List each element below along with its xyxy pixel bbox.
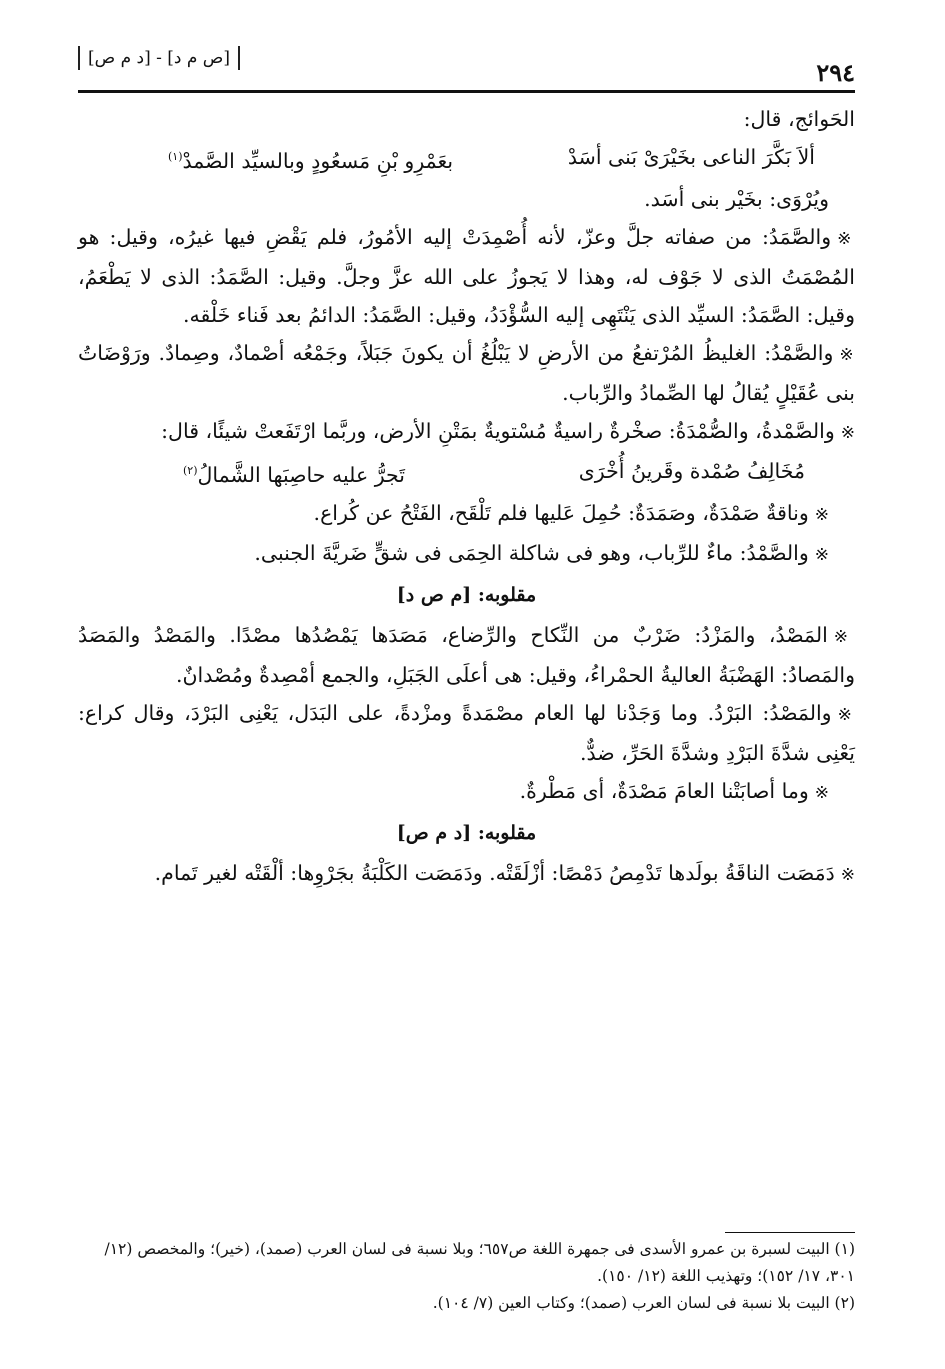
paragraph-samad-text: والصَّمَدُ: من صفاته جلَّ وعزّ، لأنه أُصْمِدَتْ إليه الأمُورُ، فلم يَقْضِ فيها غيرُه، وقيل: هو المُصْمَتُ الذى لا جَوْف له، وهذا لا يَجوزُ على الله عزَّ وجلَّ. وقيل: الصَّمَدُ: الذى لا يَطْعَمُ، وقيل: الصَّمَدُ: السيِّد الذى يَنْتَهِى إليه السُّؤْدَدُ، وقيل: الصَّمَدُ: الدائمُ بعد فَناء خَلْقه.: [78, 224, 855, 327]
paragraph-mark: ※: [840, 864, 855, 885]
paragraph-mark: ※: [840, 422, 855, 443]
paragraph-samd-water-text: والصَّمْدُ: ماءٌ للرِّباب، وهو فى شاكلة الحِمَى فى شقٍّ ضَريَّةَ الجنبى.: [254, 540, 809, 565]
verse-2: [78, 452, 855, 494]
running-title: [ص م د] - [د م ص]: [78, 46, 240, 70]
paragraph-naqa-text: وناقةٌ صَمْدَةٌ، وصَمَدَةٌ: حُمِلَ عَليها فلم تَلْقَح، الفَتْحُ عن كُراع.: [313, 500, 809, 525]
paragraph-samd-water: [78, 534, 855, 574]
paragraph-samda-rock: [78, 412, 855, 452]
paragraph-masda-rain-text: وما أصابَتْنا العامَ مَصْدَةٌ، أى مَطْرةٌ.: [519, 778, 809, 803]
verse-2-first-hemistich: مُخَالِفُ صُمْدة وقَرينُ أُخْرَى: [578, 458, 805, 483]
footnote-ref-1: (١): [168, 150, 183, 163]
paragraph-dams: [78, 854, 855, 894]
paragraph-masd-text: المَصْدُ، والمَزْدُ: ضَرْبٌ من النِّكاح والرِّضاع، مَصَدَها يَمْصُدُها مصْدًا. والمَصْدُ والمَصَدُ والمَصادُ: الهَضْبَةُ العاليةُ الحمْراءُ، وقيل: هى أعلَى الجَبَلِ، والجمع أمْصِدةٌ ومُصْدانٌ.: [78, 622, 855, 687]
verse-1-second-text: بعَمْرِو بْنِ مَسعُودٍ وبالسيِّد الصَّمدْ: [182, 148, 454, 173]
section-heading-dms: مقلوبه: [د م ص]: [396, 821, 537, 844]
verse-1-second-hemistich: [168, 138, 453, 180]
paragraph-masd-cold: [78, 694, 855, 772]
footnotes: [78, 1236, 855, 1317]
paragraph-mark: ※: [837, 704, 855, 725]
paragraph-mark: ※: [833, 626, 855, 647]
verse-1-first-hemistich: ألاَ بَكَّرَ الناعى بخَيْرَىْ بَنى أسَدْ: [567, 145, 815, 169]
paragraph-naqa: [78, 494, 855, 534]
footnote-1: (١) البيت لسبرة بن عمرو الأسدى فى جمهرة اللغة ص٦٥٧؛ وبلا نسبة فى لسان العرب (صمد)، (خير)؛ والمخصص (١٢/ ٣٠١، ١٧/ ١٥٢)؛ وتهذيب اللغة (١٢/ ١٥٠).: [104, 1240, 855, 1285]
footnote-rule: [725, 1232, 855, 1233]
paragraph-samad: [78, 218, 855, 334]
page-body: [78, 100, 855, 894]
paragraph-mark: ※: [837, 228, 855, 249]
paragraph-mark: ※: [839, 344, 855, 365]
verse-1: [78, 138, 855, 180]
footnote-2: (٢) البيت بلا نسبة فى لسان العرب (صمد)؛ وكتاب العين (٧/ ١٠٤).: [432, 1294, 855, 1312]
page-header: [78, 40, 855, 88]
section-heading-msd: مقلوبه: [م ص د]: [396, 583, 537, 606]
riwaya-line: ويُرْوَى: بخَيْر بنى أسَد.: [644, 186, 829, 211]
intro-line: الحَوائج، قال:: [743, 107, 855, 131]
paragraph-samda-rock-text: والصَّمْدةُ، والصُّمْدَةُ: صخْرةٌ راسيةٌ مُسْتويةٌ بمَتْنِ الأرض، وربَّما ارْتَفَعتْ شيئًا، قال:: [161, 418, 835, 443]
page-number: ٢٩٤: [816, 58, 855, 87]
paragraph-mark: ※: [814, 782, 829, 803]
paragraph-mark: ※: [814, 504, 829, 525]
header-rule: [78, 90, 855, 93]
paragraph-samd-ground: [78, 334, 855, 412]
footnote-ref-2: (٢): [183, 463, 198, 477]
paragraph-masda-rain: [78, 772, 855, 812]
paragraph-masd: [78, 616, 855, 694]
paragraph-dams-text: دَمَصَت الناقَةُ بولَدها تَدْمِصُ دَمْصًا: أزْلَقَتْه. ودَمَصَت الكَلْبَةُ بجَرْوِها: ألْقَتْه لغير تَمام.: [154, 860, 835, 885]
paragraph-mark: ※: [814, 544, 829, 565]
verse-2-second-text: تَجرُّ عليه حاصِبَها الشَّمالُ: [197, 462, 405, 487]
verse-2-second-hemistich: [183, 452, 405, 494]
paragraph-samd-ground-text: والصَّمْدُ: الغليظُ المُرْتفعُ من الأرضِ لا يَبْلُغُ أن يكونَ جَبَلاً، وجَمْعُه أصْمادٌ، وصِمادٌ. ورَوْضَاتُ بنى عُقَيْلٍ يُقالُ لها الصِّمادُ والرِّباب.: [78, 340, 855, 405]
paragraph-masd-cold-text: والمَصْدُ: البَرْدُ. وما وَجَدْنا لها العام مصْمَدةً ومزْدةً، على البَدَل، يَعْنِى البَرْدَ، وقال كراع: يَعْنِى شدَّةَ البَرْدِ وشدَّةَ الحَرِّ، ضدٌّ.: [78, 700, 855, 765]
